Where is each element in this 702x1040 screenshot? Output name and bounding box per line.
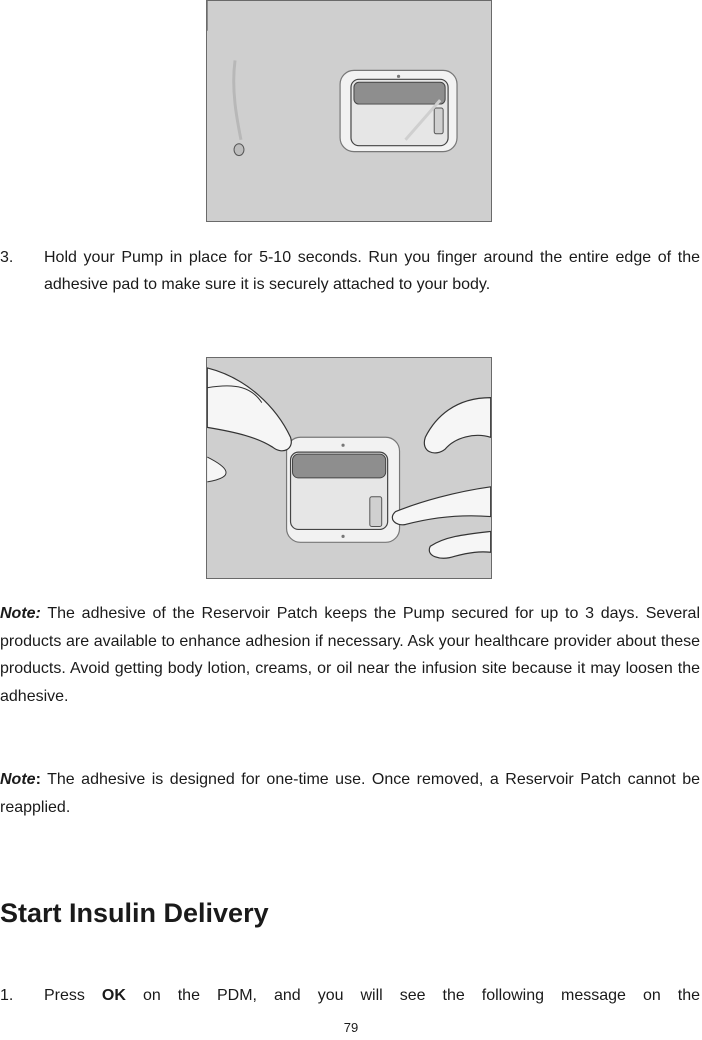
- step-3: [0, 244, 700, 298]
- note-text: The adhesive is designed for one-time use. Once removed, a Reservoir Patch cannot be reapplied.: [0, 771, 700, 816]
- step-text: [44, 982, 700, 1009]
- reservoir-patch-figure: [206, 0, 492, 222]
- page-number: 79: [343, 1020, 359, 1035]
- section-heading: Start Insulin Delivery: [0, 898, 269, 928]
- step-text-after: on the PDM, and you will see the following message on the: [142, 987, 701, 1004]
- reservoir-patch-illustration: [207, 1, 491, 221]
- step-number: 1.: [0, 987, 14, 1004]
- fingers-pressing-illustration: [207, 358, 491, 578]
- step-text-before: Press: [44, 987, 85, 1004]
- step-1: [0, 982, 700, 1009]
- note-label: Note:: [0, 605, 41, 622]
- secure-pump-figure: [206, 357, 492, 579]
- note-label: Note: [0, 771, 36, 788]
- step-number: 3.: [0, 249, 14, 266]
- step-text: Hold your Pump in place for 5-10 seconds. Run you finger around the entire edge of the adhesive pad to make sure it is securely attached to your body.: [44, 249, 700, 293]
- note-one-time-use: [0, 766, 700, 821]
- note-text: The adhesive of the Reservoir Patch keeps the Pump secured for up to 3 days. Several products are available to enhance adhesion if necessary. Ask your healthcare provider about these products. Avoid getting body lotion, creams, or oil near the infusion site because it may loosen the adhesive.: [0, 605, 701, 705]
- note-adhesion: [0, 600, 700, 710]
- ok-key-label: OK: [101, 987, 126, 1004]
- note-colon: :: [35, 771, 41, 788]
